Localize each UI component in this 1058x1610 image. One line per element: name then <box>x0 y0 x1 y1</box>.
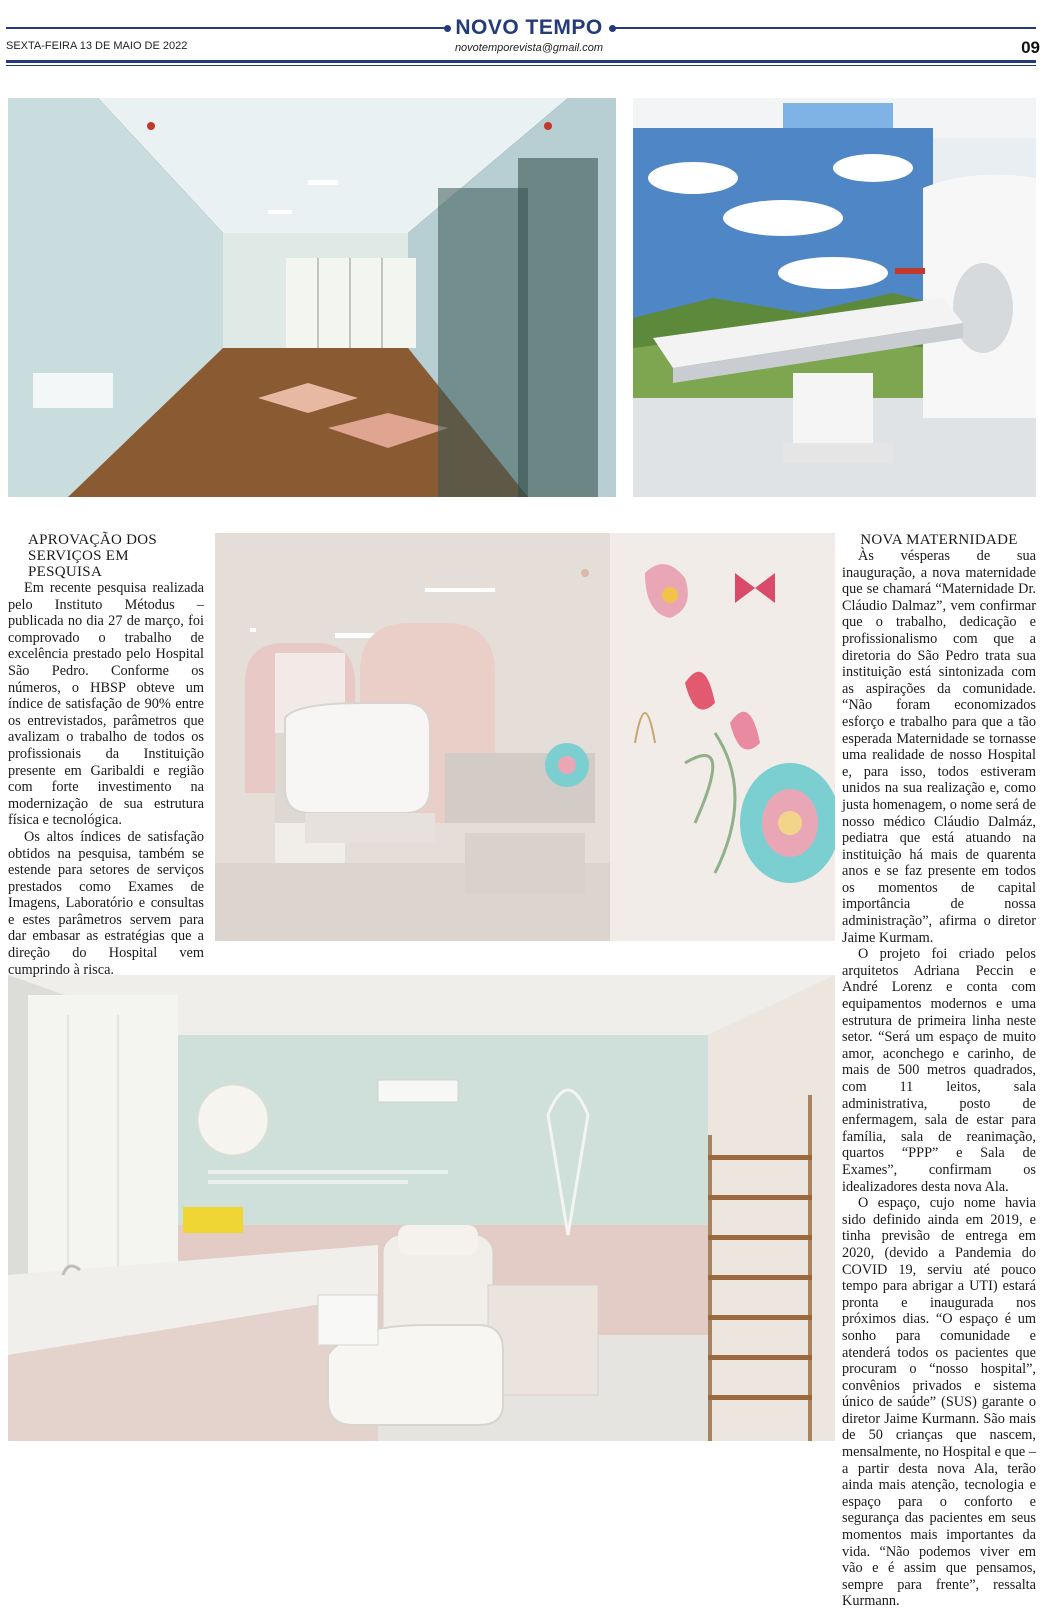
right-article-paragraph: Às vésperas de sua inauguração, a nova maternidade que se chamará “Maternidade Dr. Cláudio Dalmaz”, vem confirmar que o trabalho, dedicação e profissionalismo com que a diretoria do São Pedro trata sua instituição está sintonizada com as aspirações da comunidade. “Não foram economizados esforço e trabalho para que a tão esperada Maternidade se tornasse uma realidade de nosso Hospital e, para isso, todos estiveram unidos na sua realização e, como justa homenagem, o nome será de nosso médico Cláudio Dalmáz, pediatra que está atuando na instituição há mais de quarenta anos e se faz presente em todos os momentos de capital importância de nossa administração”, afirma o diretor Jaime Kurmam. <box>842 548 1036 946</box>
mri-room-photo <box>633 98 1036 497</box>
page-number: 09 <box>1021 38 1040 57</box>
newspaper-title: NOVO TEMPO <box>455 16 603 39</box>
hospital-corridor-photo <box>8 98 616 497</box>
right-article-paragraph: O projeto foi criado pelos arquitetos Adriana Peccin e André Lorenz e conta com equipamentos modernos e uma estrutura de primeira linha neste setor. “Será um espaço de muito amor, aconchego e carinho, de mais de 500 metros quadrados, com 11 leitos, sala administrativa, posto de enfermagem, sala de estar para família, sala de reanimação, quartos “PPP” e Sala de Exames”, confirmam os idealizadores desta nova Ala. <box>842 946 1036 1195</box>
right-article <box>842 532 1036 1610</box>
left-article-paragraph: Os altos índices de satisfação obtidos na pesquisa, também se estende para setores de serviços prestados como Exames de Imagens, Laboratório e consultas e estes parâmetros servem para dar embasar as estratégias que a direção do Hospital vem cumprindo à risca. <box>8 828 204 978</box>
heading-line-3: PESQUISA <box>28 564 103 580</box>
left-article-heading <box>8 532 204 580</box>
ppp-room-render <box>8 975 835 1441</box>
contact-email[interactable]: novotemporevista@gmail.com <box>454 42 604 54</box>
heading-line-2: SERVIÇOS EM <box>28 548 129 564</box>
right-article-heading: NOVA MATERNIDADE <box>860 532 1018 548</box>
issue-date: SEXTA-FEIRA 13 DE MAIO DE 2022 <box>6 40 188 52</box>
maternity-room-render <box>215 533 835 941</box>
left-article-paragraph: Em recente pesquisa realizada pelo Instituto Métodus – publicada no dia 27 de março, foi comprovado o trabalho de excelência prestado pelo Hospital São Pedro. Conforme os números, o HBSP obteve um índice de satisfação de 90% entre os entrevistados, parâmetros que avalizam o trabalho de todos os profissionais da Instituição presente em Garibaldi e região com forte investimento na modernização de sua estrutura física e tecnológica. <box>8 580 204 829</box>
header-divider <box>6 60 1036 63</box>
heading-line-1: APROVAÇÃO DOS <box>28 532 158 548</box>
right-article-paragraph: O espaço, cujo nome havia sido definido ainda em 2019, e tinha previsão de entrega em 2020, (devido a Pandemia do COVID 19, serviu até pouco tempo para abrigar a UTI) estará pronta e inaugurada nos próximos dias. “O espaço é um sonho para comunidade e atenderá todos os pacientes que procuram o “nosso hospital”, convênios privados e sistema único de saúde” (SUS) garante o diretor Jaime Kurmann. São mais de 50 crianças que nascem, mensalmente, no Hospital e que – a partir desta nova Ala, terão ainda mais atenção, tecnologia e espaço para o conforto e segurança das pacientes em seus momentos mais importantes da vida. “Não podemos viver em vão e é assim que pensamos, sempre para frente”, ressalta Kurmann. <box>842 1195 1036 1610</box>
left-article <box>8 532 204 978</box>
header-divider-thin <box>6 65 1036 66</box>
